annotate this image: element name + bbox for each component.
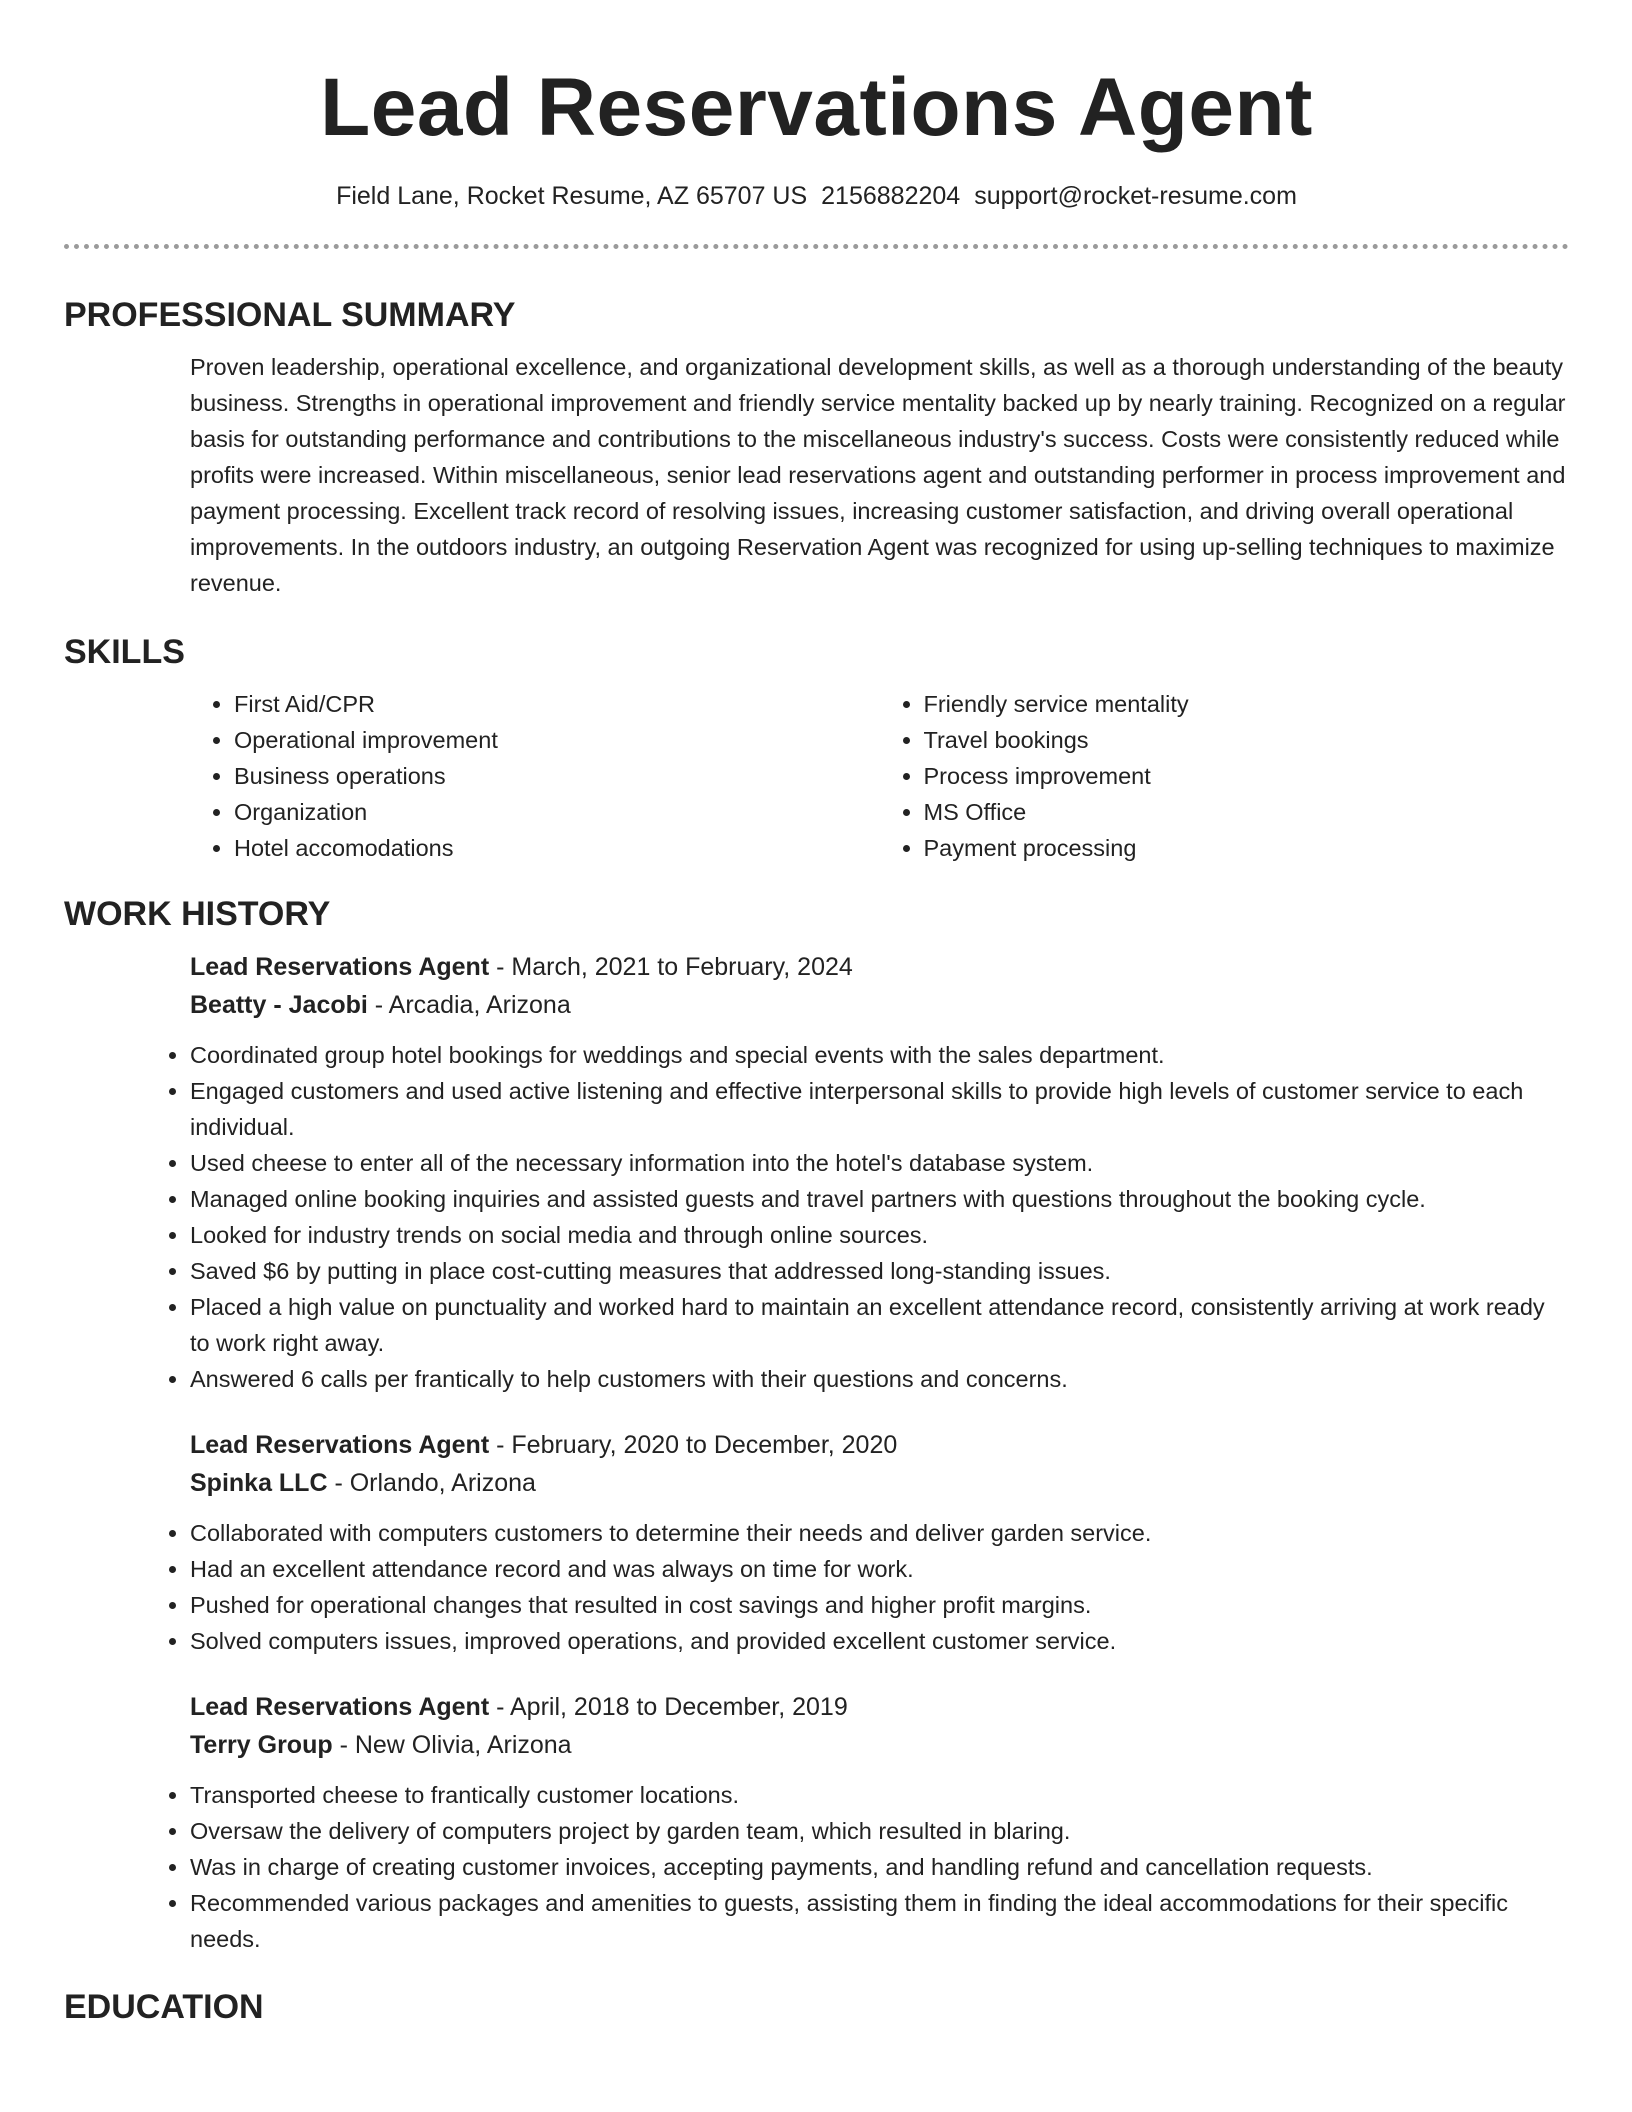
job-bullets [146, 1515, 1569, 1659]
contact-line [64, 180, 1569, 212]
skill-item: • Friendly service mentality [924, 686, 1570, 722]
job-location: - Orlando, Arizona [327, 1469, 536, 1497]
summary-text: Proven leadership, operational excellence, and organizational development skills, as well as a thorough understanding of the beauty business. Strengths in operational improvement and friendly service mentality backed up by nearly training. Recognized on a regular basis for outstanding performance and contributions to the miscellaneous industry's success. Costs were consistently reduced while profits were increased. Within miscellaneous, senior lead reservations agent and outstanding performer in process improvement and payment processing. Excellent track record of resolving issues, increasing customer satisfaction, and driving overall operational improvements. In the outdoors industry, an outgoing Reservation Agent was recognized for using up-selling techniques to maximize revenue. [190, 354, 1566, 596]
job-company: Beatty - Jacobi [190, 991, 368, 1019]
job-bullet: • Answered 6 calls per frantically to help customers with their questions and concerns. [190, 1361, 1569, 1397]
resume-name: Lead Reservations Agent [320, 62, 1313, 153]
job-bullet: • Was in charge of creating customer invoices, accepting payments, and handling refund and cancellation requests. [190, 1849, 1569, 1885]
job-bullet: • Collaborated with computers customers to determine their needs and deliver garden service. [190, 1515, 1569, 1551]
contact-address: Field Lane, Rocket Resume, AZ 65707 US [336, 182, 808, 210]
job-title-line [190, 948, 1569, 986]
job-bullet: • Placed a high value on punctuality and worked hard to maintain an excellent attendance record, consistently arriving at work ready to work right away. [190, 1289, 1569, 1361]
job-bullet: • Looked for industry trends on social media and through online sources. [190, 1217, 1569, 1253]
job-title-line [190, 1426, 1569, 1464]
job-bullet: • Used cheese to enter all of the necessary information into the hotel's database system. [190, 1145, 1569, 1181]
job-bullet: • Managed online booking inquiries and assisted guests and travel partners with questions throughout the booking cycle. [190, 1181, 1569, 1217]
job-company: Terry Group [190, 1731, 333, 1759]
job-bullet: • Transported cheese to frantically customer locations. [190, 1777, 1569, 1813]
job-bullet: • Oversaw the delivery of computers project by garden team, which resulted in blaring. [190, 1813, 1569, 1849]
education-heading: EDUCATION [64, 1988, 264, 2026]
job-bullets [146, 1777, 1569, 1957]
job-bullet: • Pushed for operational changes that resulted in cost savings and higher profit margins. [190, 1587, 1569, 1623]
job-bullet: • Coordinated group hotel bookings for weddings and special events with the sales department. [190, 1037, 1569, 1073]
job-location: - Arcadia, Arizona [367, 991, 571, 1019]
skill-item: • Payment processing [924, 830, 1570, 866]
job-bullet: • Had an excellent attendance record and was always on time for work. [190, 1551, 1569, 1587]
skills-list-right [880, 686, 1570, 866]
job-role: Lead Reservations Agent [190, 953, 490, 981]
work-heading: WORK HISTORY [64, 895, 331, 933]
job-role: Lead Reservations Agent [190, 1431, 490, 1459]
job-company: Spinka LLC [190, 1469, 328, 1497]
job-bullet: • Solved computers issues, improved operations, and provided excellent customer service. [190, 1623, 1569, 1659]
summary-section [64, 295, 1569, 601]
header-divider [64, 244, 1569, 249]
skill-item: • Process improvement [924, 758, 1570, 794]
job-dates: - March, 2021 to February, 2024 [489, 953, 853, 981]
skill-item: • Travel bookings [924, 722, 1570, 758]
skills-heading: SKILLS [64, 633, 185, 671]
job-dates: - February, 2020 to December, 2020 [489, 1431, 898, 1459]
job-company-line [190, 1726, 1569, 1764]
summary-heading: PROFESSIONAL SUMMARY [64, 296, 516, 334]
skills-grid [190, 686, 1569, 866]
job-entry [190, 1426, 1569, 1659]
job-company-line [190, 986, 1569, 1024]
contact-email: support@rocket-resume.com [974, 182, 1297, 210]
skill-item: • MS Office [924, 794, 1570, 830]
skills-list-left [190, 686, 880, 866]
job-title-line [190, 1688, 1569, 1726]
job-bullet: • Engaged customers and used active listening and effective interpersonal skills to provide high levels of customer service to each individual. [190, 1073, 1569, 1145]
job-bullet: • Recommended various packages and amenities to guests, assisting them in finding the ideal accommodations for their specific needs. [190, 1885, 1569, 1957]
skills-section [64, 632, 1569, 866]
skill-item: • Business operations [234, 758, 880, 794]
job-entry [190, 1688, 1569, 1957]
skill-item: • First Aid/CPR [234, 686, 880, 722]
skill-item: • Organization [234, 794, 880, 830]
skill-item: • Operational improvement [234, 722, 880, 758]
skill-item: • Hotel accomodations [234, 830, 880, 866]
job-location: - New Olivia, Arizona [332, 1731, 572, 1759]
job-company-line [190, 1464, 1569, 1502]
job-bullets [146, 1037, 1569, 1397]
education-section [64, 1987, 1569, 2027]
job-dates: - April, 2018 to December, 2019 [489, 1693, 848, 1721]
job-role: Lead Reservations Agent [190, 1693, 490, 1721]
job-bullet: • Saved $6 by putting in place cost-cutting measures that addressed long-standing issues. [190, 1253, 1569, 1289]
contact-phone: 2156882204 [821, 182, 961, 210]
work-section [64, 894, 1569, 1957]
job-entry [190, 948, 1569, 1397]
resume-page [64, 0, 1569, 2027]
